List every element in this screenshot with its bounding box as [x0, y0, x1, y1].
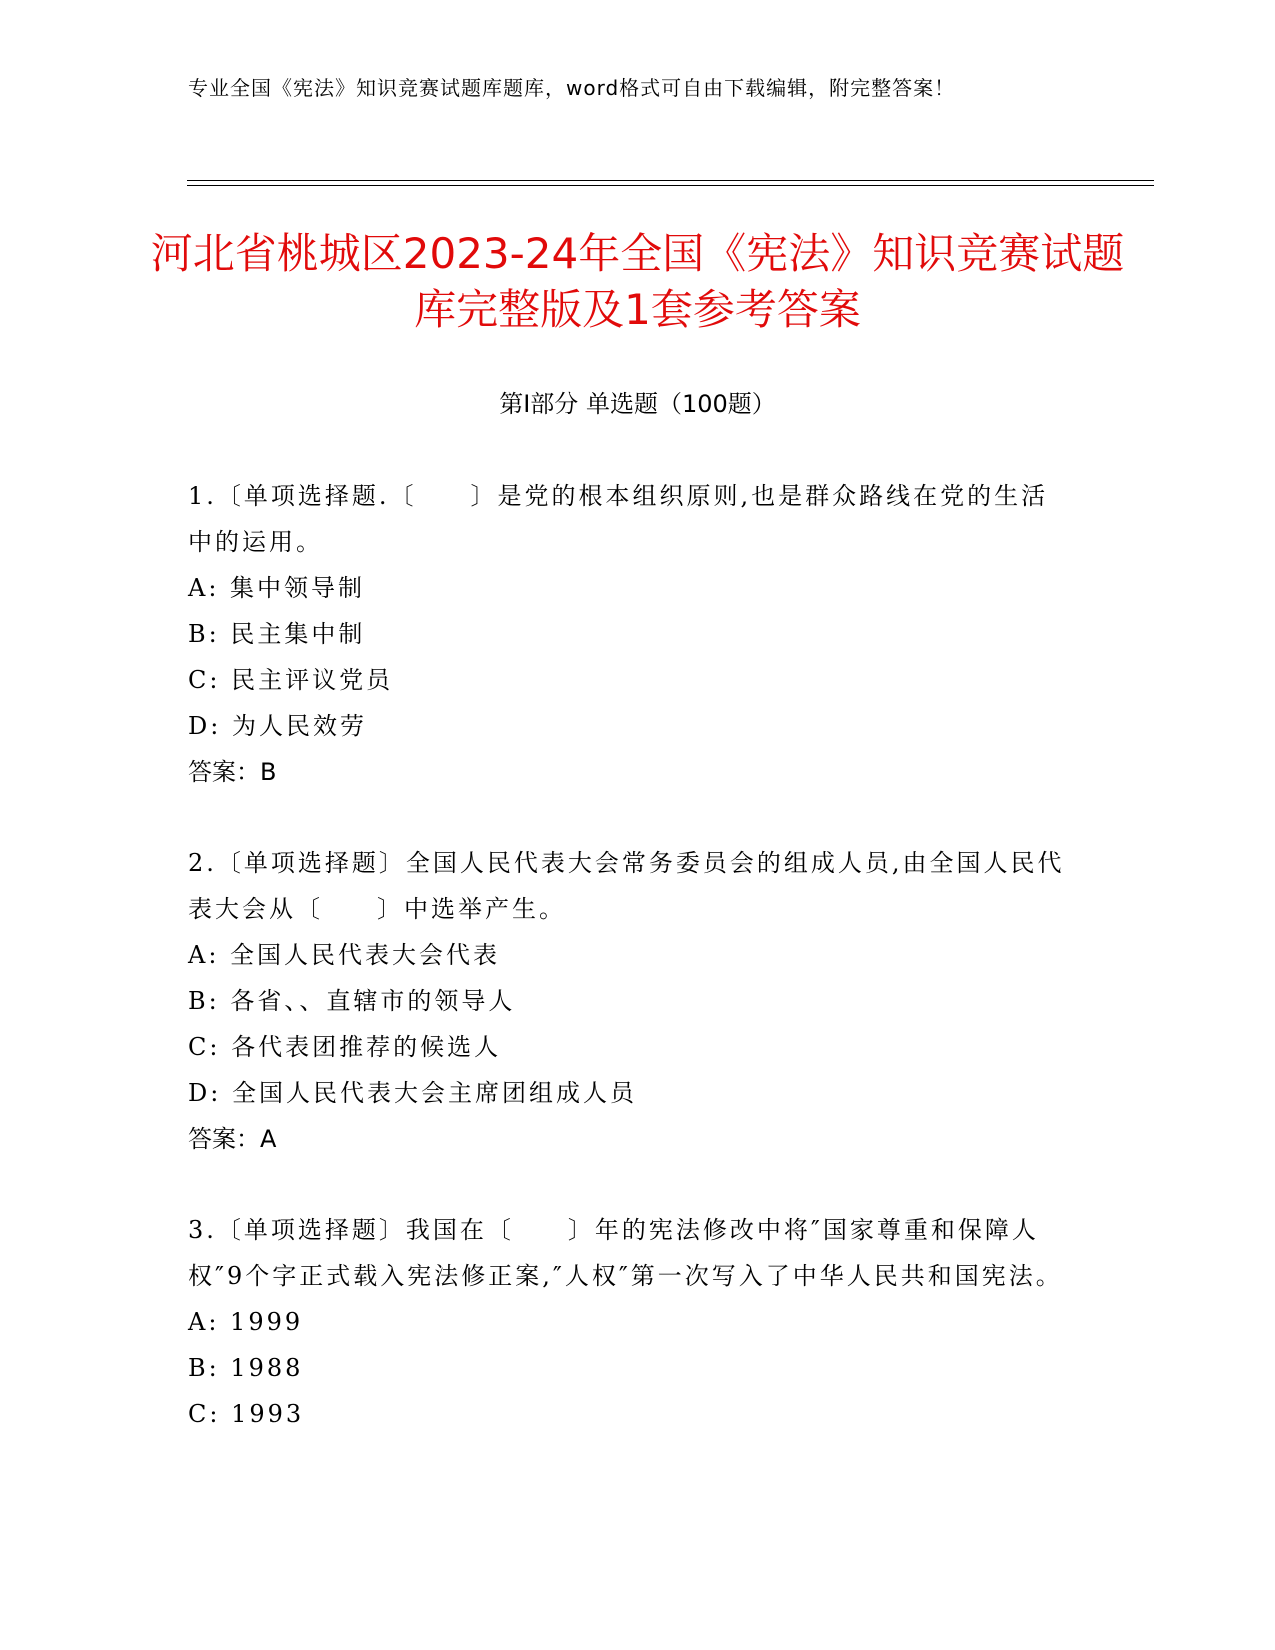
option-a: A: 全国人民代表大会代表 — [188, 941, 501, 969]
document-title: 河北省桃城区2023-24年全国《宪法》知识竞赛试题库完整版及1套参考答案 — [150, 229, 1125, 334]
option-c: C: 各代表团推荐的候选人 — [188, 1033, 502, 1061]
option-a: A: 集中领导制 — [188, 574, 366, 602]
question-1 — [188, 473, 1068, 795]
option-c: C: 民主评议党员 — [188, 666, 394, 694]
answer: 答案：B — [188, 758, 277, 786]
question-3 — [188, 1207, 1068, 1437]
option-c: C: 1993 — [188, 1400, 305, 1428]
section-title: 第I部分 单选题（100题） — [499, 390, 776, 418]
option-b: B: 各省、、直辖市的领导人 — [188, 987, 516, 1015]
question-stem: 2.〔单项选择题〕全国人民代表大会常务委员会的组成人员,由全国人民代表大会从〔 〕中选举产生。 — [188, 849, 1065, 923]
question-2 — [188, 840, 1068, 1162]
question-stem: 1.〔单项选择题.〔 〕是党的根本组织原则,也是群众路线在党的生活中的运用。 — [188, 482, 1049, 556]
option-d: D: 为人民效劳 — [188, 712, 367, 740]
question-stem: 3.〔单项选择题〕我国在〔 〕年的宪法修改中将″国家尊重和保障人权″9个字正式载入宪法修正案,″人权″第一次写入了中华人民共和国宪法。 — [188, 1216, 1063, 1290]
option-d: D: 全国人民代表大会主席团组成人员 — [188, 1079, 637, 1107]
option-b: B: 民主集中制 — [188, 620, 366, 648]
option-a: A: 1999 — [188, 1308, 304, 1336]
option-b: B: 1988 — [188, 1354, 304, 1382]
question-list — [188, 473, 1068, 1482]
header-note: 专业全国《宪法》知识竞赛试题库题库，word格式可自由下载编辑，附完整答案！ — [188, 76, 956, 100]
answer: 答案：A — [188, 1125, 277, 1153]
header-divider-bottom — [187, 185, 1154, 186]
header-divider-top — [187, 180, 1154, 181]
